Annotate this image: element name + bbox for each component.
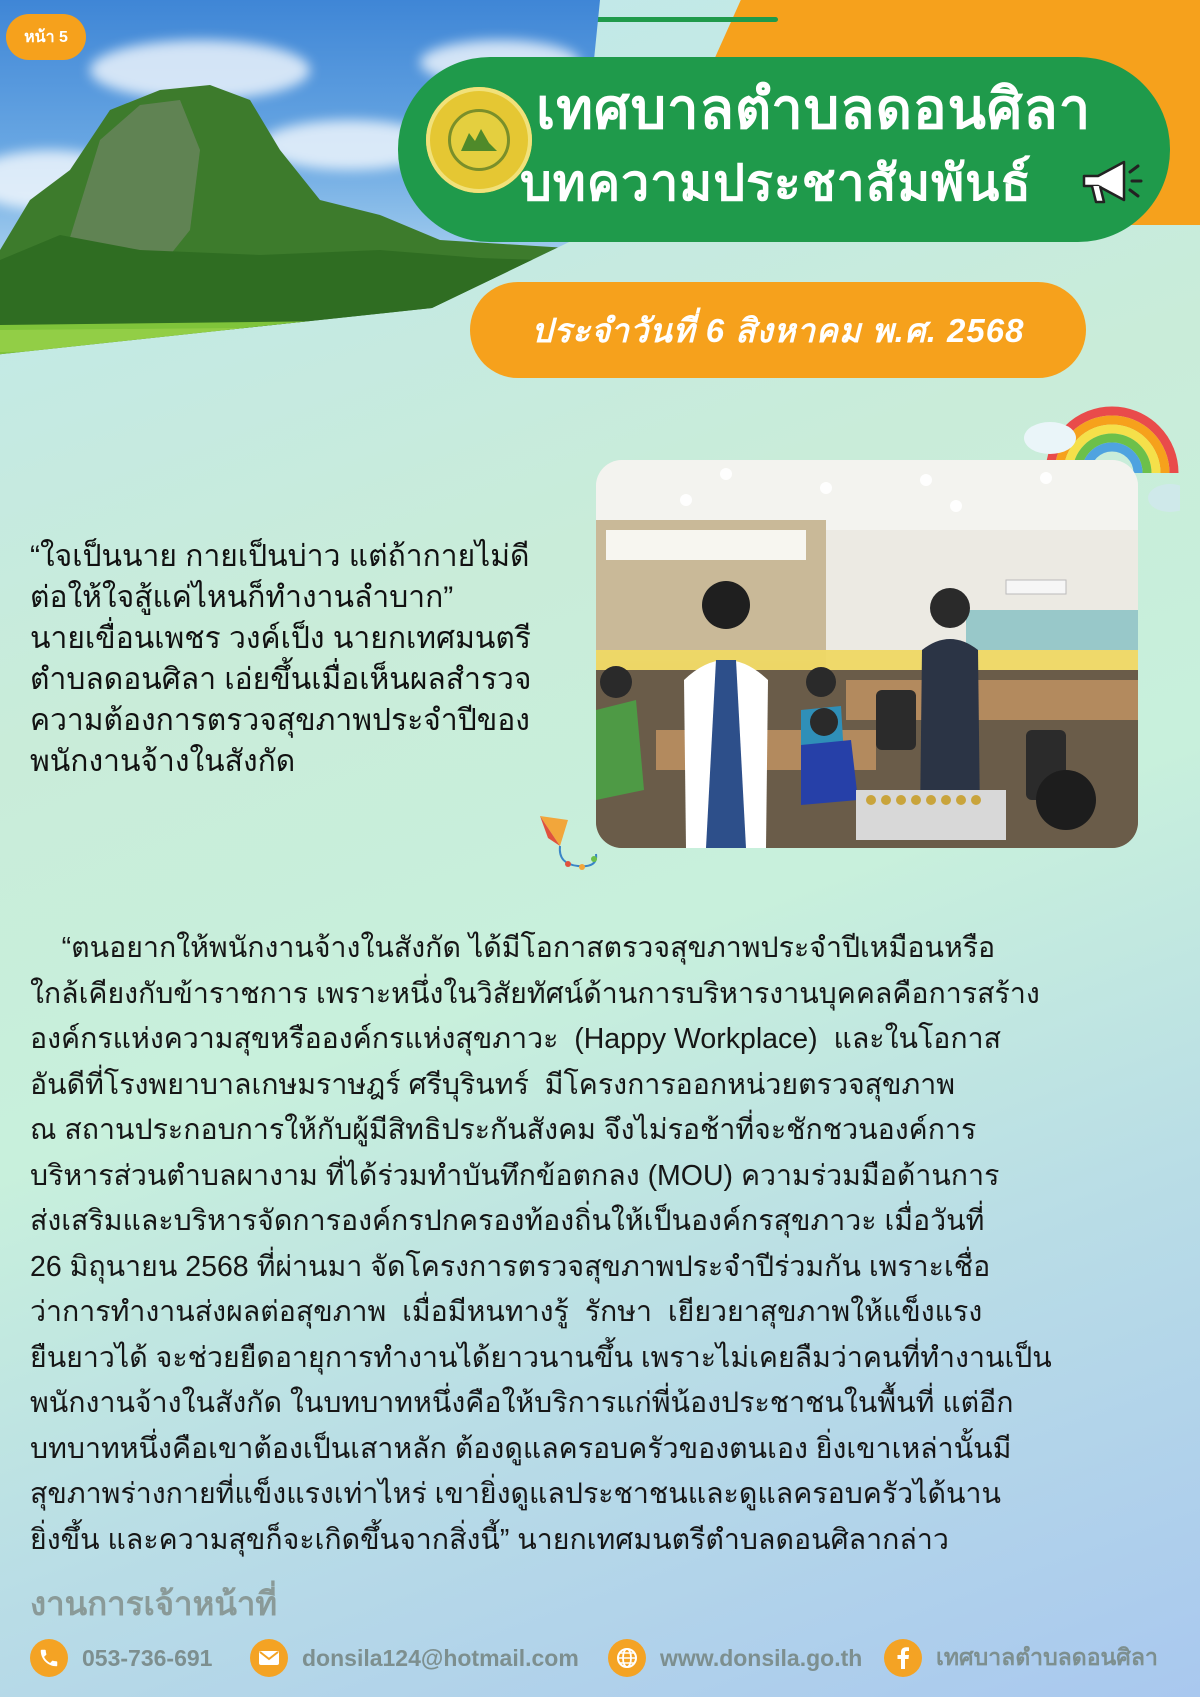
article-body	[30, 926, 1180, 1563]
contact-bar	[0, 1636, 1200, 1686]
department-label: งานการเจ้าหน้าที่	[30, 1585, 278, 1622]
website-url: www.donsila.go.th	[660, 1644, 863, 1671]
contact-email[interactable]	[250, 1636, 579, 1680]
mail-icon	[250, 1639, 288, 1677]
phone-icon	[30, 1639, 68, 1677]
title-article: บทความประชาสัมพันธ์	[520, 155, 1032, 211]
contact-phone[interactable]	[30, 1636, 212, 1680]
body-line: ยืนยาวได้ จะช่วยยืดอายุการทำงานได้ยาวนานขึ้น เพราะไม่เคยลืมว่าคนที่ทำงานเป็น	[30, 1341, 1052, 1374]
quote-line: ความต้องการตรวจสุขภาพประจำปีของ	[30, 704, 530, 737]
body-line: บริหารส่วนตำบลผางาม ที่ได้ร่วมทำบันทึกข้อตกลง (MOU) ความร่วมมือด้านการ	[30, 1159, 1000, 1192]
body-line: ใกล้เคียงกับข้าราชการ เพราะหนึ่งในวิสัยทัศน์ด้านการบริหารงานบุคคลคือการสร้าง	[30, 977, 1040, 1010]
quote-line: ต่อให้ใจสู้แค่ไหนก็ทำงานลำบาก”	[30, 581, 454, 614]
health-check-photo	[596, 460, 1138, 848]
body-line: สุขภาพร่างกายที่แข็งแรงเท่าไหร่ เขายิ่งดูแลประชาชนและดูแลครอบครัวได้นาน	[30, 1478, 1001, 1510]
contact-website[interactable]	[608, 1636, 862, 1680]
municipality-logo	[426, 87, 532, 193]
quote-line: “ใจเป็นนาย กายเป็นบ่าว แต่ถ้ากายไม่ดี	[30, 540, 530, 573]
quote-line: นายเขื่อนเพชร วงค์เป็ง นายกเทศมนตรี	[30, 622, 531, 655]
body-line: บทบาทหนึ่งคือเขาต้องเป็นเสาหลัก ต้องดูแลครอบครัวของตนเอง ยิ่งเขาเหล่านั้นมี	[30, 1432, 1012, 1465]
kite-icon	[538, 814, 612, 880]
date-label: ประจำวันที่ 6 สิงหาคม พ.ศ. 2568	[470, 282, 1086, 378]
body-line: ว่าการทำงานส่งผลต่อสุขภาพ เมื่อมีหนทางรู้ รักษา เยียวยาสุขภาพให้แข็งแรง	[30, 1296, 983, 1328]
email-address: donsila124@hotmail.com	[302, 1644, 579, 1671]
title-municipality: เทศบาลตำบลดอนศิลา	[536, 77, 1092, 140]
body-line: อันดีที่โรงพยาบาลเกษมราษฎร์ ศรีบุรินทร์ มีโครงการออกหน่วยตรวจสุขภาพ	[30, 1068, 956, 1101]
body-line: 26 มิถุนายน 2568 ที่ผ่านมา จัดโครงการตรวจสุขภาพประจำปีร่วมกัน เพราะเชื่อ	[30, 1250, 991, 1283]
globe-icon	[608, 1639, 646, 1677]
facebook-page-name: เทศบาลตำบลดอนศิลา	[936, 1644, 1158, 1670]
page-number-badge: หน้า 5	[6, 14, 86, 60]
body-line: “ตนอยากให้พนักงานจ้างในสังกัด ได้มีโอกาสตรวจสุขภาพประจำปีเหมือนหรือ	[30, 932, 996, 964]
body-line: ยิ่งขึ้น และความสุขก็จะเกิดขึ้นจากสิ่งนี้” นายกเทศมนตรีตำบลดอนศิลากล่าว	[30, 1523, 949, 1556]
body-line: ณ สถานประกอบการให้กับผู้มีสิทธิประกันสังคม จึงไม่รอช้าที่จะชักชวนองค์การ	[30, 1114, 977, 1146]
body-line: องค์กรแห่งความสุขหรือองค์กรแห่งสุขภาวะ (Happy Workplace) และในโอกาส	[30, 1023, 1002, 1055]
quote-line: พนักงานจ้างในสังกัด	[30, 745, 296, 778]
facebook-icon	[884, 1639, 922, 1677]
body-line: พนักงานจ้างในสังกัด ในบทบาทหนึ่งคือให้บริการแก่พี่น้องประชาชนในพื้นที่ แต่อีก	[30, 1387, 1014, 1419]
megaphone-icon	[1078, 156, 1144, 212]
lead-quote	[30, 536, 590, 782]
quote-line: ตำบลดอนศิลา เอ่ยขึ้นเมื่อเห็นผลสำรวจ	[30, 663, 532, 696]
body-line: ส่งเสริมและบริหารจัดการองค์กรปกครองท้องถิ่นให้เป็นองค์กรสุขภาวะ เมื่อวันที่	[30, 1205, 985, 1237]
contact-facebook[interactable]	[884, 1636, 1158, 1680]
phone-number: 053-736-691	[82, 1644, 213, 1671]
